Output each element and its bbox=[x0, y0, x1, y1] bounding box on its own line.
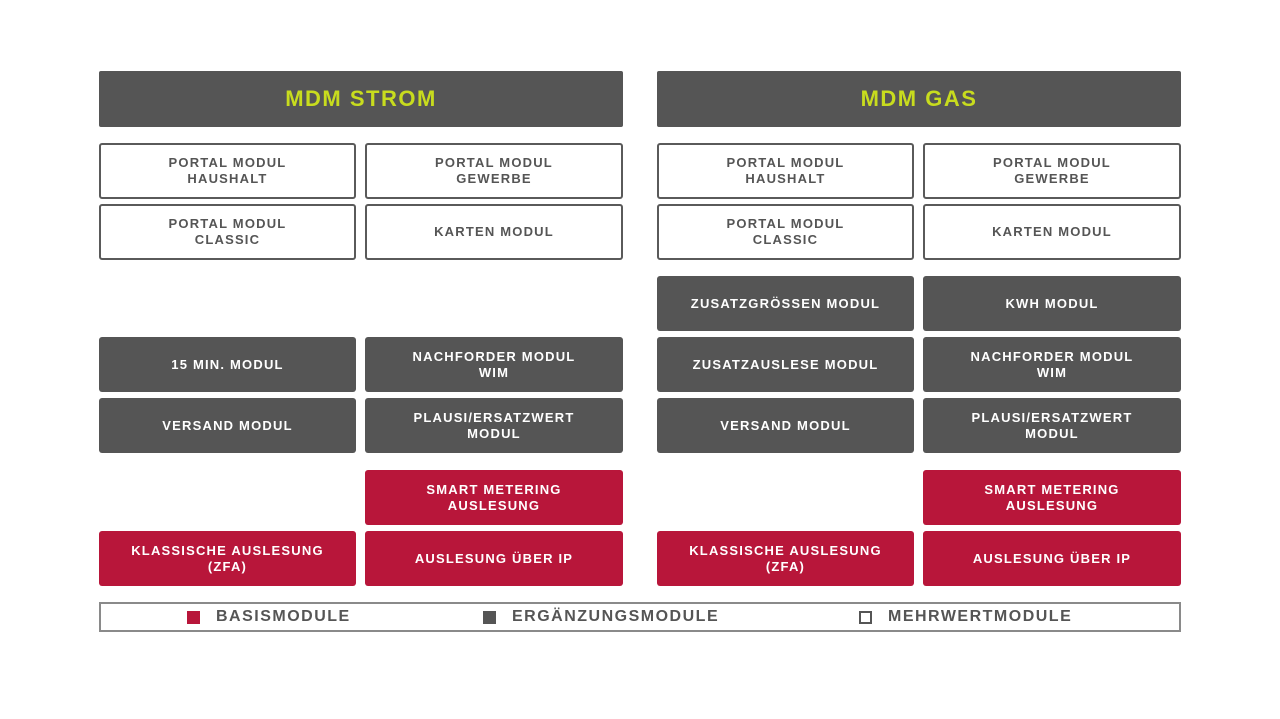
mdm-gas-header: MDM GAS bbox=[657, 71, 1181, 127]
legend-label-basis: BASISMODULE bbox=[216, 608, 351, 625]
gas-karten-module: KARTEN MODUL bbox=[923, 204, 1181, 260]
gas-zusatzgroessen-module: ZUSATZGRÖSSEN MODUL bbox=[657, 276, 914, 331]
strom-smart-metering-module: SMART METERING AUSLESUNG bbox=[365, 470, 623, 525]
gas-auslesung-ip-module: AUSLESUNG ÜBER IP bbox=[923, 531, 1181, 586]
basis-swatch-icon bbox=[187, 611, 200, 624]
ergaenzung-swatch-icon bbox=[483, 611, 496, 624]
mehrwert-swatch-icon bbox=[859, 611, 872, 624]
strom-auslesung-ip-module: AUSLESUNG ÜBER IP bbox=[365, 531, 623, 586]
gas-portal-classic-module: PORTAL MODUL CLASSIC bbox=[657, 204, 914, 260]
legend-item-basis bbox=[187, 604, 351, 630]
gas-portal-gewerbe-module: PORTAL MODUL GEWERBE bbox=[923, 143, 1181, 199]
gas-zusatzauslese-module: ZUSATZAUSLESE MODUL bbox=[657, 337, 914, 392]
strom-nachforder-module: NACHFORDER MODUL WIM bbox=[365, 337, 623, 392]
gas-klassische-auslesung-module: KLASSISCHE AUSLESUNG (ZFA) bbox=[657, 531, 914, 586]
gas-smart-metering-module: SMART METERING AUSLESUNG bbox=[923, 470, 1181, 525]
gas-portal-haushalt-module: PORTAL MODUL HAUSHALT bbox=[657, 143, 914, 199]
strom-karten-module: KARTEN MODUL bbox=[365, 204, 623, 260]
gas-versand-module: VERSAND MODUL bbox=[657, 398, 914, 453]
strom-15min-module: 15 MIN. MODUL bbox=[99, 337, 356, 392]
legend-item-ergaenzung bbox=[483, 604, 719, 630]
gas-nachforder-module: NACHFORDER MODUL WIM bbox=[923, 337, 1181, 392]
gas-plausi-module: PLAUSI/ERSATZWERT MODUL bbox=[923, 398, 1181, 453]
strom-versand-module: VERSAND MODUL bbox=[99, 398, 356, 453]
legend-label-ergaenzung: ERGÄNZUNGSMODULE bbox=[512, 608, 720, 625]
strom-portal-classic-module: PORTAL MODUL CLASSIC bbox=[99, 204, 356, 260]
legend bbox=[99, 602, 1181, 632]
strom-portal-haushalt-module: PORTAL MODUL HAUSHALT bbox=[99, 143, 356, 199]
strom-plausi-module: PLAUSI/ERSATZWERT MODUL bbox=[365, 398, 623, 453]
strom-klassische-auslesung-module: KLASSISCHE AUSLESUNG (ZFA) bbox=[99, 531, 356, 586]
legend-label-mehrwert: MEHRWERTMODULE bbox=[888, 608, 1073, 625]
mdm-strom-header: MDM STROM bbox=[99, 71, 623, 127]
legend-item-mehrwert bbox=[859, 604, 1072, 630]
strom-portal-gewerbe-module: PORTAL MODUL GEWERBE bbox=[365, 143, 623, 199]
gas-kwh-module: KWH MODUL bbox=[923, 276, 1181, 331]
